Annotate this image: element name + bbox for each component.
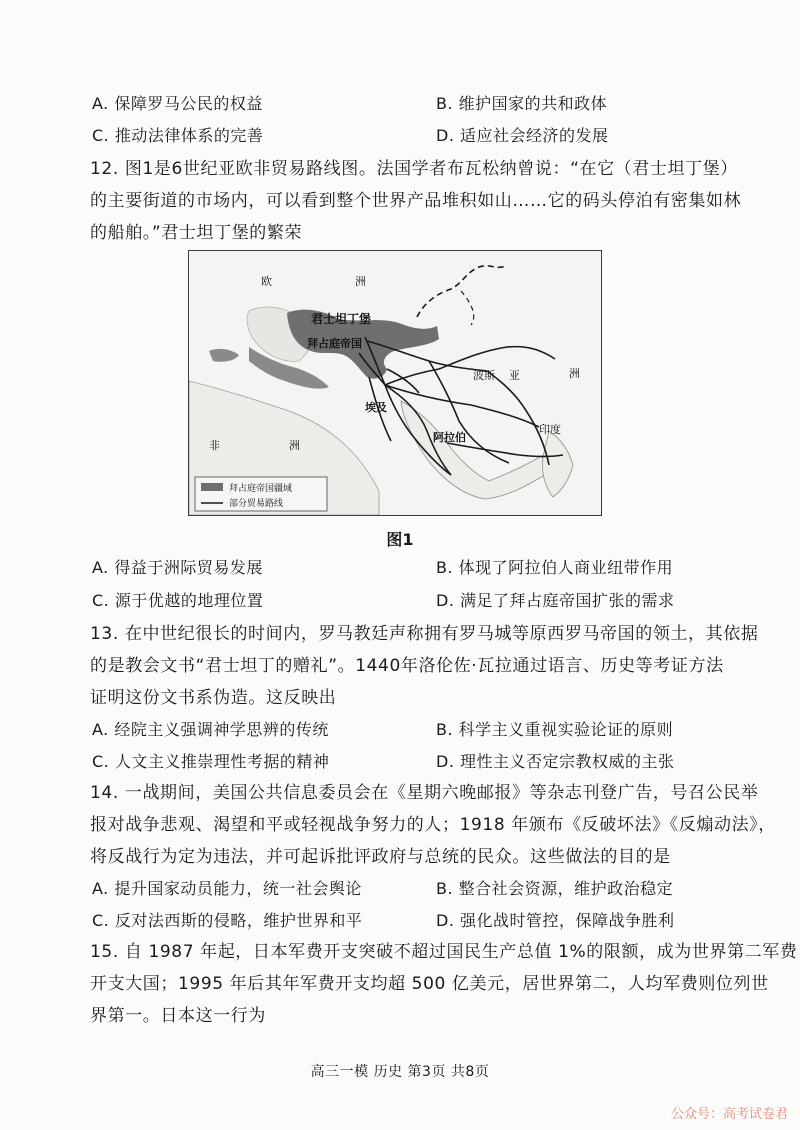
q12-stem-line-1: 12. 图1是6世纪亚欧非贸易路线图。法国学者布瓦松纳曾说：“在它（君士坦丁堡） bbox=[90, 159, 738, 179]
q13-stem-line-1: 13. 在中世纪很长的时间内，罗马教廷声称拥有罗马城等原西罗马帝国的领土，其依据 bbox=[90, 624, 759, 644]
q12-stem-line-3: 的船舶。”君士坦丁堡的繁荣 bbox=[90, 223, 303, 243]
label-africa-2: 洲 bbox=[289, 439, 300, 452]
q14-option-b: B. 整合社会资源，维护政治稳定 bbox=[436, 879, 674, 898]
q11-option-d: D. 适应社会经济的发展 bbox=[436, 126, 609, 145]
q15-stem-line-2: 开支大国；1995 年后其年军费开支均超 500 亿美元，居世界第二，人均军费则位列世 bbox=[90, 974, 769, 994]
q12-option-c: C. 源于优越的地理位置 bbox=[92, 591, 264, 610]
label-india: 印度 bbox=[539, 423, 561, 436]
q11-option-c: C. 推动法律体系的完善 bbox=[92, 126, 264, 145]
label-africa: 非 bbox=[209, 439, 220, 452]
trade-route-map bbox=[188, 250, 602, 516]
q14-stem-line-1: 14. 一战期间，美国公共信息委员会在《星期六晚邮报》等杂志刊登广告，号召公民举 bbox=[90, 783, 759, 803]
label-europe: 欧 bbox=[261, 275, 272, 288]
q14-stem-line-2: 报对战争悲观、渴望和平或轻视战争努力的人；1918 年颁布《反破坏法》《反煽动法》， bbox=[90, 815, 776, 835]
q11-option-a: A. 保障罗马公民的权益 bbox=[92, 94, 263, 113]
q14-option-a: A. 提升国家动员能力，统一社会舆论 bbox=[92, 879, 362, 898]
q12-option-d: D. 满足了拜占庭帝国扩张的需求 bbox=[436, 591, 675, 610]
legend-territory-swatch bbox=[201, 483, 223, 491]
label-persia-suffix: 亚 bbox=[509, 369, 520, 382]
label-europe-2: 洲 bbox=[355, 275, 366, 288]
map-drawing bbox=[189, 251, 601, 515]
q12-stem-line-2: 的主要街道的市场内，可以看到整个世界产品堆积如山……它的码头停泊有密集如林 bbox=[90, 191, 742, 211]
q15-stem-line-1: 15. 自 1987 年起，日本军费开支突破不超过国民生产总值 1%的限额，成为世界第二军费 bbox=[90, 942, 798, 962]
q14-stem-line-3: 将反战行为定为违法，并可起诉批评政府与总统的民众。这些做法的目的是 bbox=[90, 847, 671, 867]
label-asia-suffix: 洲 bbox=[569, 367, 580, 380]
label-byzantine-empire: 拜占庭帝国 bbox=[307, 337, 362, 350]
q13-option-a: A. 经院主义强调神学思辨的传统 bbox=[92, 720, 329, 739]
q12-option-a: A. 得益于洲际贸易发展 bbox=[92, 558, 263, 577]
label-persia: 波斯 bbox=[473, 369, 495, 382]
watermark: 公众号：高考试卷君 bbox=[670, 1107, 788, 1122]
label-constantinople: 君士坦丁堡 bbox=[311, 312, 372, 326]
q13-stem-line-2: 的是教会文书“君士坦丁的赠礼”。1440年洛伦佐·瓦拉通过语言、历史等考证方法 bbox=[90, 656, 724, 676]
q13-option-c: C. 人文主义推崇理性考据的精神 bbox=[92, 752, 330, 771]
label-egypt: 埃及 bbox=[365, 401, 387, 414]
label-arabia: 阿拉伯 bbox=[433, 431, 466, 444]
legend-route-label: 部分贸易路线 bbox=[229, 499, 284, 509]
q13-option-d: D. 理性主义否定宗教权威的主张 bbox=[436, 752, 675, 771]
q13-stem-line-3: 证明这份文书系伪造。这反映出 bbox=[90, 688, 337, 708]
page-footer: 高三一模 历史 第3页 共8页 bbox=[310, 1064, 490, 1080]
q12-option-b: B. 体现了阿拉伯人商业纽带作用 bbox=[436, 558, 674, 577]
q14-option-c: C. 反对法西斯的侵略，维护世界和平 bbox=[92, 911, 363, 930]
q14-option-d: D. 强化战时管控，保障战争胜利 bbox=[436, 911, 675, 930]
legend-territory-label: 拜占庭帝国疆域 bbox=[229, 484, 293, 494]
q15-stem-line-3: 界第一。日本这一行为 bbox=[90, 1006, 266, 1026]
q11-option-b: B. 维护国家的共和政体 bbox=[436, 94, 608, 113]
q13-option-b: B. 科学主义重视实验论证的原则 bbox=[436, 720, 674, 739]
figure-caption: 图1 bbox=[386, 530, 414, 549]
